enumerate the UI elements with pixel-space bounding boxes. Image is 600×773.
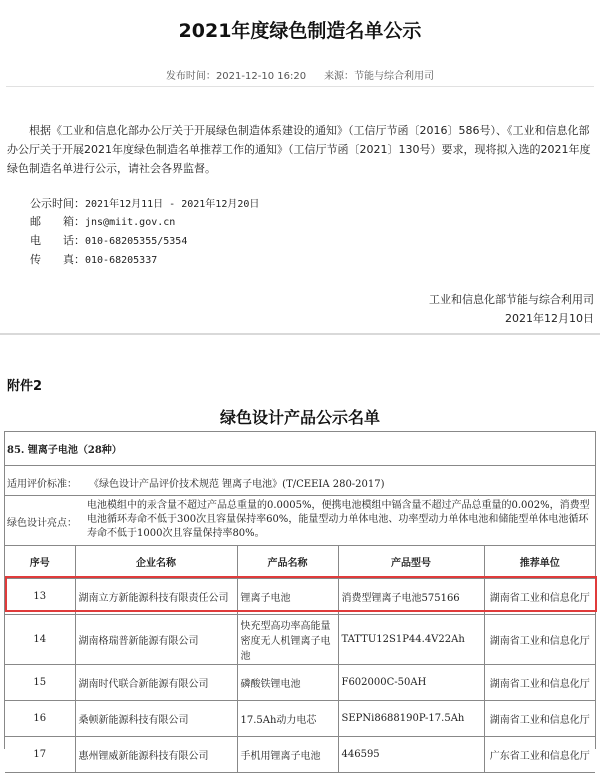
standard-value: 《绿色设计产品评价技术规范 锂离子电池》(T/CEEIA 280-2017) bbox=[89, 479, 385, 490]
contact-phone bbox=[30, 232, 187, 248]
row-index: 17 bbox=[5, 736, 75, 772]
standard-label: 适用评价标准： bbox=[7, 479, 77, 490]
table-row bbox=[5, 736, 595, 772]
highlight-row bbox=[5, 496, 595, 546]
contact-fax bbox=[30, 251, 157, 267]
row-index: 14 bbox=[5, 614, 75, 664]
signature-org: 工业和信息化部节能与综合利用司 bbox=[429, 293, 594, 306]
company-table bbox=[5, 546, 595, 773]
product-model: SEPNi8688190P-17.5Ah bbox=[338, 700, 484, 736]
email-value[interactable]: jns@miit.gov.cn bbox=[85, 217, 176, 228]
publish-meta bbox=[0, 67, 600, 82]
fax-label: 传 真： bbox=[30, 253, 85, 266]
row-index: 15 bbox=[5, 664, 75, 700]
company-name: 湖南时代联合新能源有限公司 bbox=[75, 664, 237, 700]
phone-value: 010-68205355/5354 bbox=[85, 236, 188, 247]
category-row: 85. 锂离子电池（28种） bbox=[5, 432, 595, 466]
highlight-label: 绿色设计亮点： bbox=[7, 518, 77, 529]
recommending-unit: 湖南省工业和信息化厅 bbox=[484, 664, 595, 700]
col-header: 产品名称 bbox=[237, 546, 338, 578]
notice-period-value: 2021年12月11日 - 2021年12月20日 bbox=[85, 199, 260, 210]
table-row bbox=[5, 700, 595, 736]
company-name: 桑顿新能源科技有限公司 bbox=[75, 700, 237, 736]
product-model: 消费型锂离子电池575166 bbox=[338, 578, 484, 614]
company-name: 湖南格瑞普新能源有限公司 bbox=[75, 614, 237, 664]
row-index: 16 bbox=[5, 700, 75, 736]
company-name: 惠州锂威新能源科技有限公司 bbox=[75, 736, 237, 772]
source-label: 来源： bbox=[324, 71, 355, 82]
company-name: 湖南立方新能源科技有限责任公司 bbox=[75, 578, 237, 614]
intro-paragraph: 根据《工业和信息化部办公厅关于开展绿色制造体系建设的通知》（工信厅节函〔2016〕586号）、《工业和信息化部办公厅关于开展2021年度绿色制造名单推荐工作的通知》（工信厅节函〔2021〕130号）要求，现将拟入选的2021年度绿色制造名单进行公示，请社会各界监督。 bbox=[7, 124, 591, 175]
attachment-label: 附件2 bbox=[7, 379, 43, 394]
recommending-unit: 湖南省工业和信息化厅 bbox=[484, 614, 595, 664]
product-list-table bbox=[4, 431, 596, 762]
recommending-unit: 广东省工业和信息化厅 bbox=[484, 736, 595, 772]
product-name: 17.5Ah动力电芯 bbox=[237, 700, 338, 736]
publish-time-label: 发布时间： bbox=[165, 71, 216, 82]
publish-time: 2021-12-10 16:20 bbox=[215, 71, 307, 82]
recommending-unit: 湖南省工业和信息化厅 bbox=[484, 578, 595, 614]
col-header: 推荐单位 bbox=[484, 546, 595, 578]
product-model: TATTU12S1P44.4V22Ah bbox=[338, 614, 484, 664]
product-name: 快充型高功率高能量密度无人机锂离子电池 bbox=[237, 614, 338, 664]
table-row bbox=[5, 664, 595, 700]
source-link[interactable]: 节能与综合利用司 bbox=[354, 71, 435, 82]
contact-email bbox=[30, 213, 175, 229]
product-model: F602000C-50AH bbox=[338, 664, 484, 700]
col-header: 产品型号 bbox=[338, 546, 484, 578]
email-label: 邮 箱： bbox=[30, 215, 85, 228]
notice-period-label: 公示时间： bbox=[30, 197, 85, 210]
fax-value: 010-68205337 bbox=[85, 255, 158, 266]
row-index: 13 bbox=[5, 578, 75, 614]
notice-period bbox=[30, 195, 259, 211]
col-header: 企业名称 bbox=[75, 546, 237, 578]
section-divider bbox=[0, 333, 600, 335]
recommending-unit: 湖南省工业和信息化厅 bbox=[484, 700, 595, 736]
table-title: 绿色设计产品公示名单 bbox=[219, 408, 380, 427]
page-title: 2021年度绿色制造名单公示 bbox=[178, 20, 422, 42]
table-row bbox=[5, 614, 595, 664]
product-model: 446595 bbox=[338, 736, 484, 772]
col-header: 序号 bbox=[5, 546, 75, 578]
phone-label: 电 话： bbox=[30, 234, 85, 247]
table-header-row bbox=[5, 546, 595, 578]
header-divider bbox=[6, 86, 594, 87]
table-row bbox=[5, 578, 595, 614]
standard-row bbox=[5, 466, 595, 496]
highlight-value: 电池模组中的汞含量不超过产品总重量的0.0005%，便携电池模组中镉含量不超过产品总重量的0.002%，消费型电池循环寿命不低于300次且容量保持率60%，能量型动力单体电池、功率型动力单体电池和储能型单体电池循环寿命不低于1000次且容量保持率80%。 bbox=[87, 500, 590, 539]
product-name: 锂离子电池 bbox=[237, 578, 338, 614]
product-name: 手机用锂离子电池 bbox=[237, 736, 338, 772]
signature-date: 2021年12月10日 bbox=[505, 312, 594, 325]
product-name: 磷酸铁锂电池 bbox=[237, 664, 338, 700]
